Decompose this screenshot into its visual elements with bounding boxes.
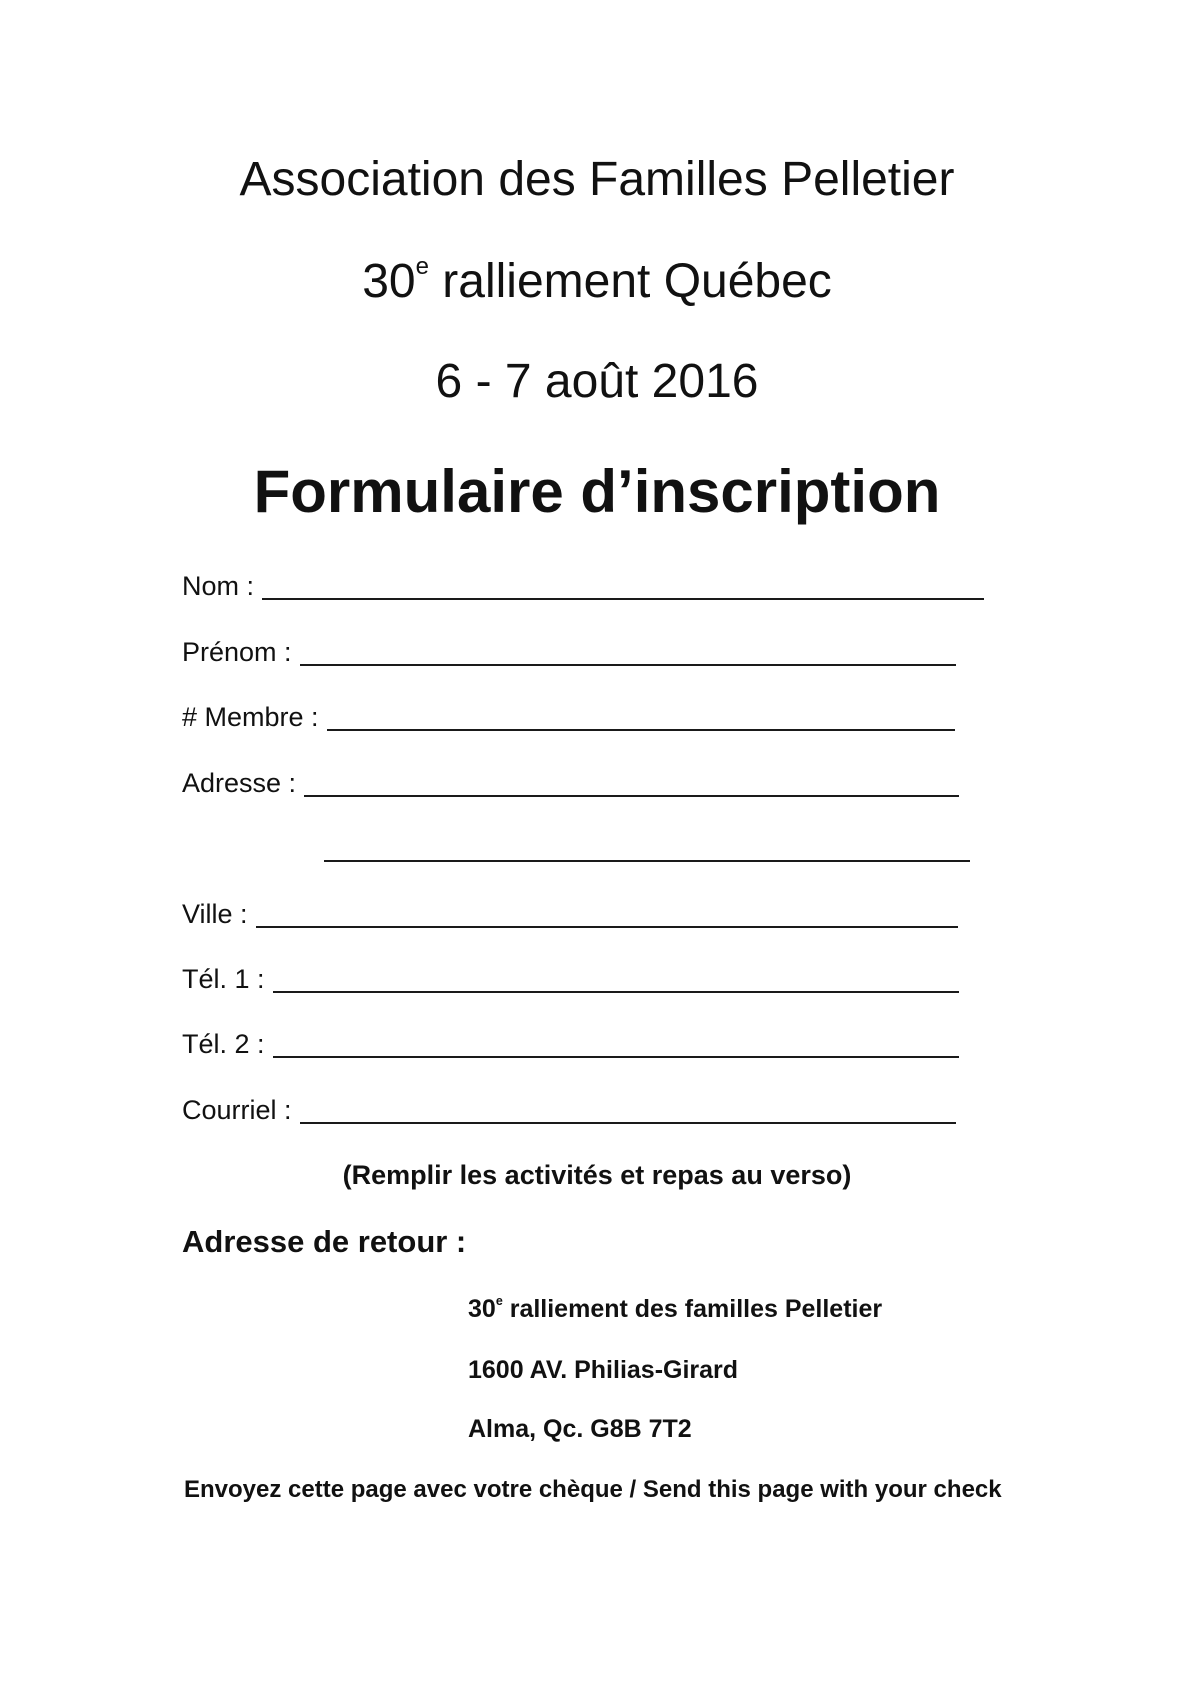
ralliement-number: 30 <box>362 255 416 308</box>
field-nom-label: Nom : <box>182 571 255 601</box>
return-address-title: Adresse de retour : <box>182 1224 467 1259</box>
field-prenom <box>182 634 956 670</box>
field-tel1-label: Tél. 1 : <box>182 964 265 994</box>
return-address-line-2: 1600 AV. Philias-Girard <box>468 1356 739 1384</box>
field-tel1-line[interactable] <box>273 991 959 993</box>
field-adresse-second-line <box>324 830 970 866</box>
field-tel1 <box>182 961 959 997</box>
verso-note: (Remplir les activités et repas au verso) <box>342 1160 852 1190</box>
send-instructions: Envoyez cette page avec votre chèque / Send this page with your check <box>184 1476 1002 1503</box>
field-nom-line[interactable] <box>262 598 984 600</box>
field-membre-label: # Membre : <box>182 702 319 732</box>
event-date: 6 - 7 août 2016 <box>435 355 759 408</box>
field-ville-line[interactable] <box>256 926 958 928</box>
ralliement-ordinal-suffix: e <box>415 253 429 281</box>
field-courriel-line[interactable] <box>300 1122 956 1124</box>
field-ville <box>182 896 958 932</box>
return-address-ordinal-suffix: e <box>495 1294 503 1309</box>
return-address-line-1 <box>468 1295 882 1324</box>
field-nom <box>182 568 984 604</box>
field-adresse-line[interactable] <box>304 795 959 797</box>
field-tel2 <box>182 1026 959 1062</box>
field-membre <box>182 699 955 735</box>
ralliement-text: ralliement Québec <box>428 255 832 308</box>
field-tel2-line[interactable] <box>273 1056 959 1058</box>
field-adresse-label: Adresse : <box>182 768 297 798</box>
field-courriel <box>182 1092 956 1128</box>
field-prenom-label: Prénom : <box>182 637 292 667</box>
field-adresse <box>182 765 959 801</box>
return-address-line-3: Alma, Qc. G8B 7T2 <box>468 1415 692 1443</box>
form-title: Formulaire d’inscription <box>253 458 941 525</box>
field-tel2-label: Tél. 2 : <box>182 1029 265 1059</box>
field-prenom-line[interactable] <box>300 664 956 666</box>
field-ville-label: Ville : <box>182 899 248 929</box>
ralliement-heading <box>0 252 1194 312</box>
return-address-text: ralliement des familles Pelletier <box>502 1295 883 1323</box>
field-adresse-line-2[interactable] <box>324 860 970 862</box>
association-name: Association des Familles Pelletier <box>239 153 955 206</box>
return-address-number: 30 <box>468 1295 496 1323</box>
field-membre-line[interactable] <box>327 729 955 731</box>
field-courriel-label: Courriel : <box>182 1095 292 1125</box>
